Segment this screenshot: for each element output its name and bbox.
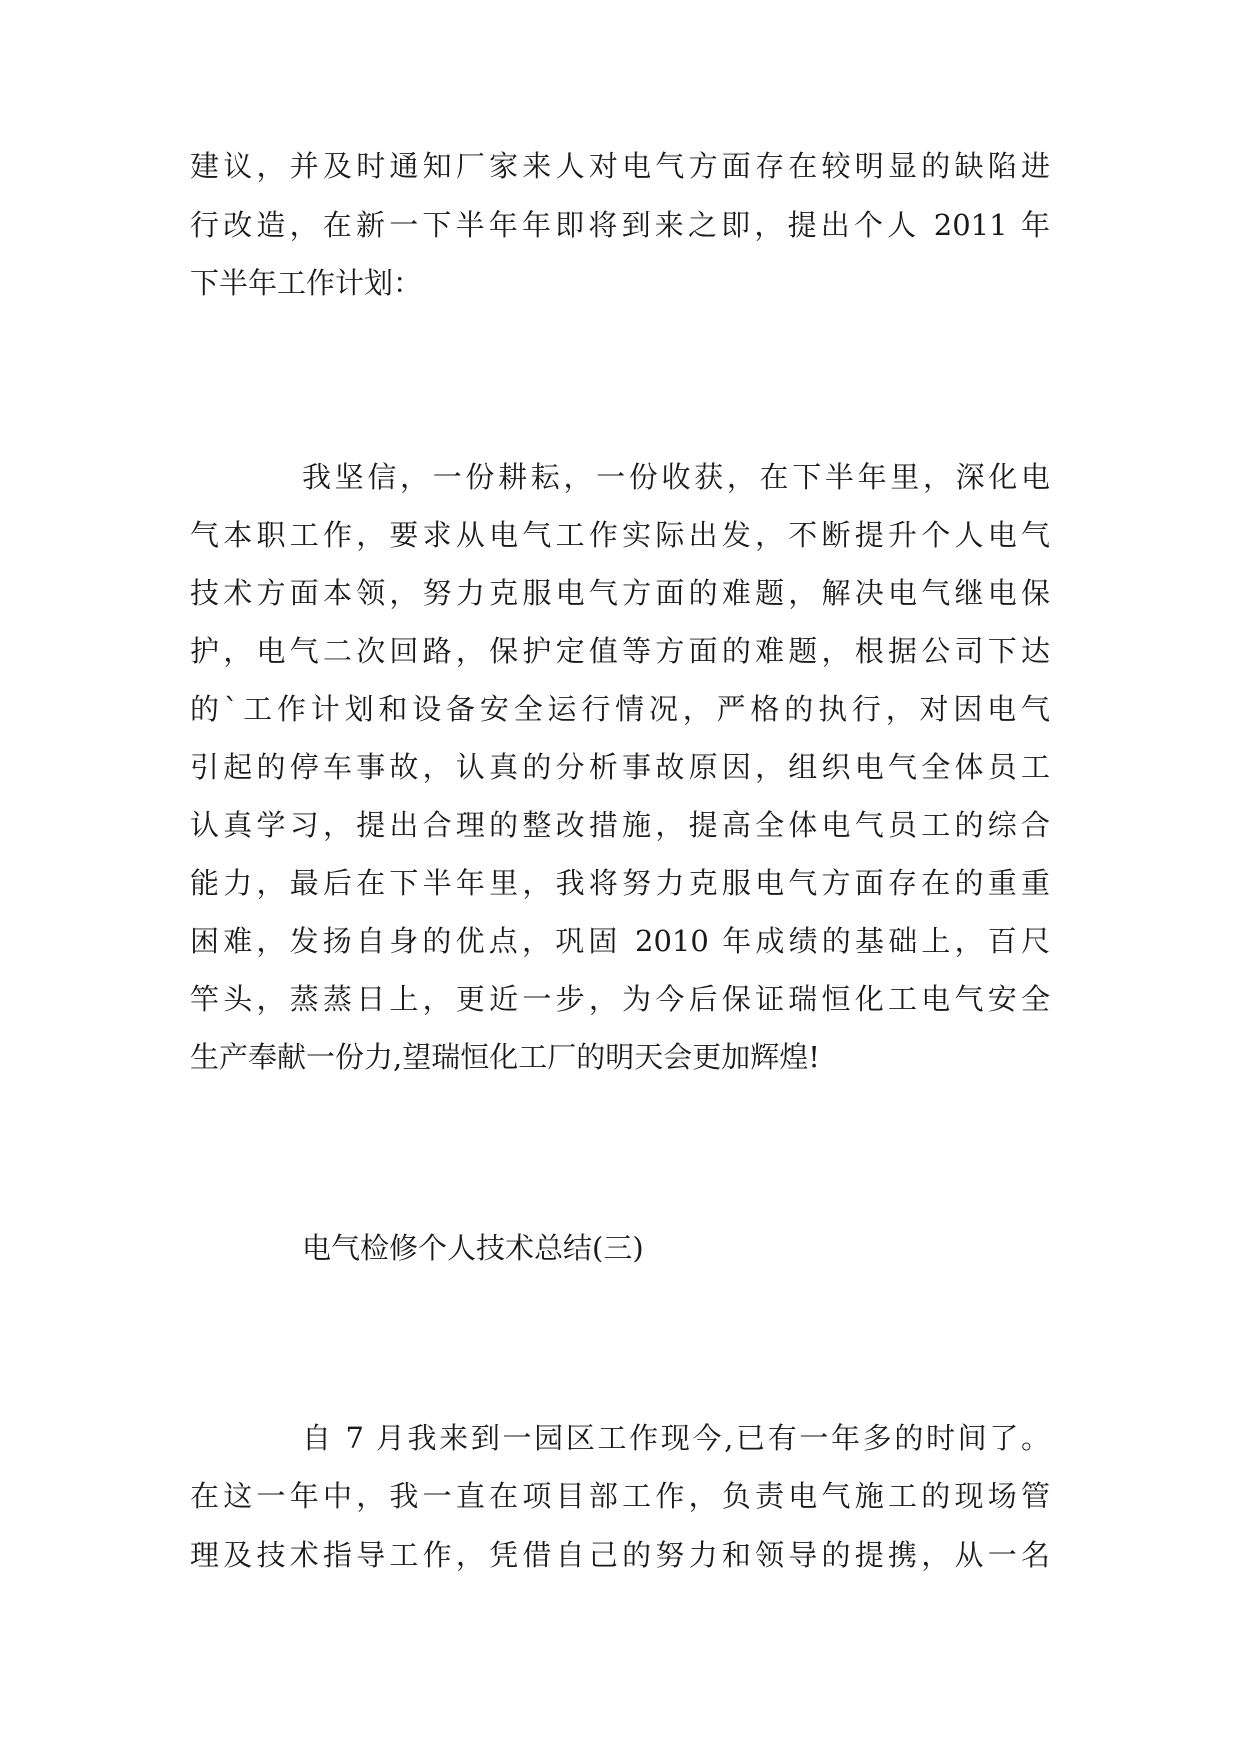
- paragraph-2-line-9: 困难，发扬自身的优点，巩固 2010 年成绩的基础上，百尺: [190, 924, 1050, 958]
- paragraph-2-line-11: 生产奉献一份力,望瑞恒化工厂的明天会更加辉煌!: [190, 1040, 820, 1074]
- section-heading: 电气检修个人技术总结(三): [302, 1231, 644, 1265]
- paragraph-3-line-3: 理及技术指导工作，凭借自己的努力和领导的提携，从一名: [190, 1538, 1050, 1572]
- paragraph-2-line-8: 能力，最后在下半年里，我将努力克服电气方面存在的重重: [190, 866, 1050, 900]
- paragraph-2-line-7: 认真学习，提出合理的整改措施，提高全体电气员工的综合: [190, 808, 1050, 842]
- paragraph-2-line-5: 的`工作计划和设备安全运行情况，严格的执行，对因电气: [190, 692, 1050, 726]
- paragraph-2-line-4: 护，电气二次回路，保护定值等方面的难题，根据公司下达: [190, 634, 1050, 668]
- paragraph-2-line-10: 竿头，蒸蒸日上，更近一步，为今后保证瑞恒化工电气安全: [190, 982, 1050, 1016]
- paragraph-2-line-2: 气本职工作，要求从电气工作实际出发，不断提升个人电气: [190, 518, 1050, 552]
- paragraph-3-line-1: 自 7 月我来到一园区工作现今,已有一年多的时间了。: [302, 1421, 1050, 1455]
- paragraph-1-line-2: 行改造，在新一下半年年即将到来之即，提出个人 2011 年: [190, 208, 1050, 242]
- paragraph-1-line-1: 建议，并及时通知厂家来人对电气方面存在较明显的缺陷进: [190, 149, 1050, 183]
- paragraph-2-line-3: 技术方面本领，努力克服电气方面的难题，解决电气继电保: [190, 576, 1050, 610]
- paragraph-3-line-2: 在这一年中，我一直在项目部工作，负责电气施工的现场管: [190, 1479, 1050, 1513]
- paragraph-2-line-6: 引起的停车事故，认真的分析事故原因，组织电气全体员工: [190, 750, 1050, 784]
- paragraph-2-line-1: 我坚信，一份耕耘，一份收获，在下半年里，深化电: [302, 460, 1050, 494]
- paragraph-1-line-3: 下半年工作计划：: [190, 266, 423, 300]
